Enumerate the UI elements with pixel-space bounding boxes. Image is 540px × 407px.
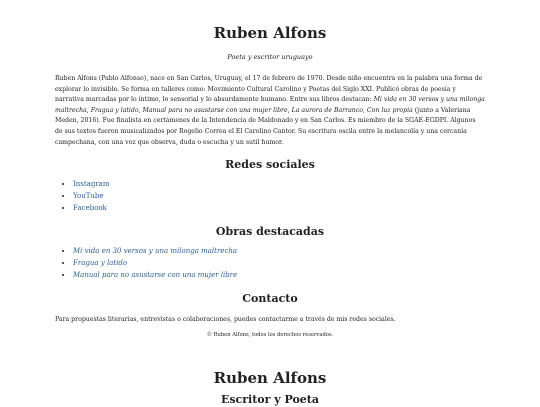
work-link[interactable]: Fragua y latido [73, 259, 128, 268]
contact-heading: Contacto [242, 292, 298, 306]
bio-book-title: Mi vida en 30 versos y una milonga maltrecha [55, 96, 485, 114]
list-item [73, 190, 485, 202]
youtube-link[interactable]: YouTube [73, 192, 104, 201]
list-item [73, 257, 485, 269]
section-title: Ruben Alfons [213, 369, 327, 388]
instagram-link[interactable]: Instagram [73, 180, 110, 189]
bio-text-start: Ruben Alfons (Pablo Alfonso), nace en San Carlos, Uruguay, el 17 de febrero de 1970. Desde niño encuentra en la palabra una forma de explorar lo invisible. Se forma en talleres como: Movimiento Cultural Carolino y Poetas del Siglo XXI. Publicó obras de poesía y narrativa marcadas por lo íntimo, lo sensorial y lo absurdamente humano. Entre sus libros destacan: [55, 75, 483, 104]
bio-book-title: Fragua y latido [90, 106, 139, 114]
social-heading: Redes sociales [225, 158, 315, 172]
work-link[interactable]: Mi vida en 30 versos y una milonga maltrecha [73, 247, 238, 256]
bio-text-end: (junto a Valeriana Meden, 2016). Fue finalista en certámenes de la Intendencia de Maldonado y en San Carlos. Es miembro de la SGAE-EGDPI. Algunos de sus textos fueron musicalizados por Rogelio Correa el El Carolino Cantor. Su escritura oscila entre la melancolía y una cercanía campechana, con una voz que observa, duda o escucha y un sutil humor. [55, 106, 476, 146]
social-links-list [55, 178, 485, 214]
biography-paragraph: Ruben Alfons (Pablo Alfonso), nace en San Carlos, Uruguay, el 17 de febrero de 1970. Desde niño encuentra en la palabra una forma de explorar lo invisible. Se forma en talleres como: Movimiento Cultural Carolino y Poetas del Siglo XXI. Publicó obras de poesía y narrativa marcadas por lo íntimo, lo sensorial y lo absurdamente humano. Entre sus libros destacan: Mi vida en 30 versos y una milonga maltrecha, Fragua y latido, Manual para no asustarse con una mujer libre, La aurora de Barranco, Con luz propia (junto a Valeriana Meden, 2016). Fue finalista en certámenes de la Intendencia de Maldonado y en San Carlos. Es miembro de la SGAE-EGDPI. Algunos de sus textos fueron musicalizados por Rogelio Correa el El Carolino Cantor. Su escritura oscila entre la melancolía y una cercanía campechana, con una voz que observa, duda o escucha y un sutil humor. [55, 75, 485, 146]
works-list [55, 245, 485, 281]
footer-copyright: © Ruben Alfons, todos los derechos reservados. [206, 332, 334, 339]
section-subtitle: Escritor y Poeta [220, 393, 320, 407]
page-content [55, 0, 485, 407]
bio-book-title: La aurora de Barranco [291, 106, 363, 114]
second-section [55, 369, 485, 407]
list-item [73, 269, 485, 281]
work-link[interactable]: Manual para no asustarse con una mujer libre [73, 271, 238, 280]
bio-book-title: Manual para no asustarse con una mujer libre [142, 106, 288, 114]
list-item [73, 178, 485, 190]
page-subtitle: Poeta y escritor uruguayo [227, 53, 313, 61]
bio-book-title: Con luz propia [366, 106, 413, 114]
works-heading: Obras destacadas [215, 225, 325, 239]
contact-text: Para propuestas literarias, entrevistas o colaboraciones, puedes contactarme a través de mis redes sociales. [55, 316, 396, 324]
list-item [73, 202, 485, 214]
list-item [73, 245, 485, 257]
page-title: Ruben Alfons [213, 24, 327, 42]
facebook-link[interactable]: Facebook [73, 204, 107, 213]
